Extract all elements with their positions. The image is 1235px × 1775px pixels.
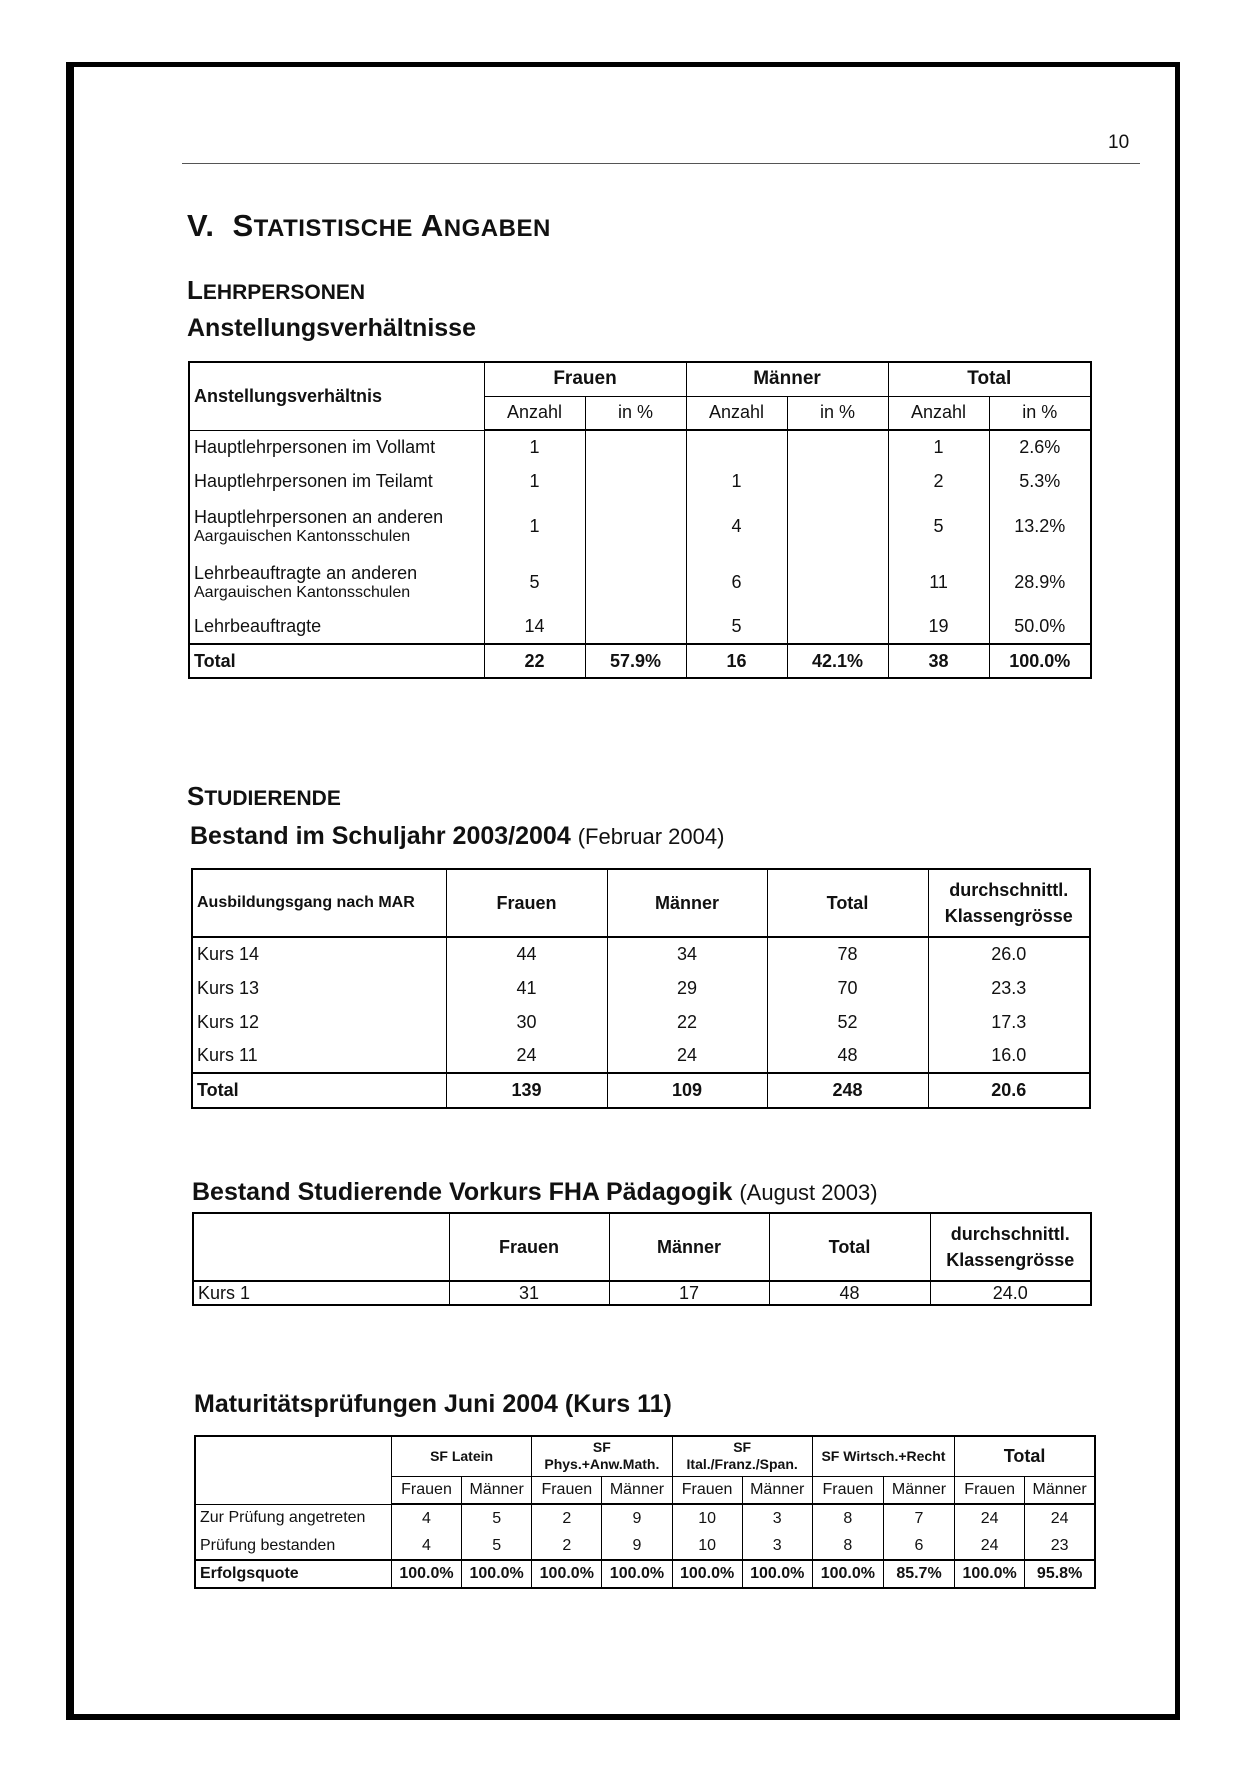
header-klassengroesse-line2: Klassengrösse <box>944 906 1073 926</box>
header-klassengroesse <box>930 1213 1091 1281</box>
table-row <box>189 430 1091 464</box>
cell: 23.3 <box>928 971 1090 1005</box>
scan-border-bottom <box>66 1714 1180 1720</box>
header-klassengroesse <box>928 869 1090 937</box>
row-label: Kurs 13 <box>192 971 446 1005</box>
header-maenner: Männer <box>607 869 767 937</box>
header-ausbildungsgang: Ausbildungsgang nach MAR <box>192 869 446 937</box>
cell: 24 <box>607 1039 767 1073</box>
row-label: Lehrbeauftragte <box>189 610 484 644</box>
cell: 24 <box>955 1532 1025 1560</box>
cell: 5 <box>484 554 585 610</box>
cell: 24 <box>1025 1504 1095 1532</box>
cell <box>787 498 888 554</box>
subheader: Frauen <box>812 1476 883 1504</box>
cell: 4 <box>686 498 787 554</box>
heading-lehrpersonen-rest: EHRPERSONEN <box>202 281 366 304</box>
heading-vorkurs-title: Bestand Studierende Vorkurs FHA Pädagogik <box>192 1178 733 1206</box>
cell: 6 <box>883 1532 954 1560</box>
subheader: Männer <box>742 1476 812 1504</box>
cell: 48 <box>767 1039 928 1073</box>
cell: 3 <box>742 1504 812 1532</box>
total-label: Erfolgsquote <box>195 1560 391 1588</box>
cell: 78 <box>767 937 928 971</box>
header-group-latein <box>391 1436 531 1476</box>
cell: 100.0% <box>812 1560 883 1588</box>
cell: 38 <box>888 644 989 678</box>
cell: 100.0% <box>532 1560 602 1588</box>
header-total: Total <box>767 869 928 937</box>
section-title-rest1: TATISTISCHE <box>253 215 413 242</box>
cell: 95.8% <box>1025 1560 1095 1588</box>
heading-studierende-s: S <box>187 781 205 811</box>
cell: 8 <box>812 1532 883 1560</box>
cell <box>585 498 686 554</box>
cell: 42.1% <box>787 644 888 678</box>
subheader: Frauen <box>391 1476 461 1504</box>
subheader: in % <box>989 396 1091 430</box>
cell: 16 <box>686 644 787 678</box>
cell: 17 <box>609 1281 769 1305</box>
cell: 29 <box>607 971 767 1005</box>
cell: 2 <box>888 464 989 498</box>
cell: 28.9% <box>989 554 1091 610</box>
table-row <box>189 464 1091 498</box>
cell: 30 <box>446 1005 607 1039</box>
cell: 13.2% <box>989 498 1091 554</box>
scan-border-top <box>66 62 1180 67</box>
heading-lehrpersonen <box>187 275 365 306</box>
group-label: Total <box>1003 1445 1046 1466</box>
cell: 26.0 <box>928 937 1090 971</box>
table-row <box>192 971 1090 1005</box>
row-label-line1: Lehrbeauftragte an anderen <box>194 562 418 583</box>
total-label: Total <box>192 1073 446 1108</box>
cell <box>686 430 787 464</box>
subheader: Anzahl <box>888 396 989 430</box>
row-label-line1: Hauptlehrpersonen an anderen <box>194 506 444 527</box>
cell: 8 <box>812 1504 883 1532</box>
cell <box>585 610 686 644</box>
heading-vorkurs <box>192 1178 878 1207</box>
table-row <box>192 937 1090 971</box>
subheader: Männer <box>602 1476 672 1504</box>
cell: 100.0% <box>391 1560 461 1588</box>
subheader: Frauen <box>955 1476 1025 1504</box>
header-frauen: Frauen <box>446 869 607 937</box>
cell: 100.0% <box>955 1560 1025 1588</box>
heading-studierende <box>187 781 341 812</box>
table-matura <box>194 1435 1096 1589</box>
cell: 24 <box>955 1504 1025 1532</box>
total-label: Total <box>189 644 484 678</box>
header-empty <box>193 1213 449 1281</box>
cell: 5 <box>462 1532 532 1560</box>
cell: 4 <box>391 1532 461 1560</box>
header-group-ital <box>672 1436 812 1476</box>
header-group-total <box>955 1436 1095 1476</box>
cell: 6 <box>686 554 787 610</box>
table-total-row <box>189 644 1091 678</box>
cell: 1 <box>888 430 989 464</box>
row-label-line2: Aargauischen Kantonsschulen <box>194 583 411 601</box>
heading-bestand-title: Bestand im Schuljahr 2003/2004 <box>190 822 571 850</box>
cell: 16.0 <box>928 1039 1090 1073</box>
row-label-line2: Aargauischen Kantonsschulen <box>194 527 411 545</box>
group-label: SF Wirtsch.+Recht <box>821 1447 946 1464</box>
cell: 41 <box>446 971 607 1005</box>
header-total: Total <box>888 362 1091 396</box>
cell <box>787 554 888 610</box>
cell: 100.0% <box>989 644 1091 678</box>
header-klassengroesse-line2: Klassengrösse <box>946 1250 1075 1270</box>
heading-studierende-rest: TUDIERENDE <box>204 787 341 810</box>
cell: 9 <box>602 1532 672 1560</box>
section-title <box>187 208 551 244</box>
table-row <box>189 498 1091 554</box>
cell: 31 <box>449 1281 609 1305</box>
row-label <box>189 554 484 610</box>
cell: 2.6% <box>989 430 1091 464</box>
cell: 70 <box>767 971 928 1005</box>
row-label <box>189 498 484 554</box>
section-title-s: S <box>232 208 254 243</box>
group-label: SF <box>592 1439 611 1456</box>
cell: 1 <box>484 464 585 498</box>
cell: 20.6 <box>928 1073 1090 1108</box>
subheader: Anzahl <box>686 396 787 430</box>
cell: 5 <box>686 610 787 644</box>
cell: 22 <box>607 1005 767 1039</box>
cell: 1 <box>484 430 585 464</box>
cell: 2 <box>532 1532 602 1560</box>
table-row <box>189 610 1091 644</box>
header-total: Total <box>769 1213 930 1281</box>
cell: 85.7% <box>883 1560 954 1588</box>
cell: 23 <box>1025 1532 1095 1560</box>
table-row <box>189 554 1091 610</box>
row-label: Kurs 14 <box>192 937 446 971</box>
header-empty <box>195 1436 391 1504</box>
cell: 14 <box>484 610 585 644</box>
header-group-phys <box>532 1436 672 1476</box>
header-maenner: Männer <box>686 362 888 396</box>
subheader: Männer <box>462 1476 532 1504</box>
subheader: in % <box>585 396 686 430</box>
cell: 100.0% <box>602 1560 672 1588</box>
cell: 9 <box>602 1504 672 1532</box>
group-label-line2: Phys.+Anw.Math. <box>544 1456 660 1473</box>
heading-bestand <box>190 822 724 851</box>
section-title-rest2: NGABEN <box>443 215 551 242</box>
cell: 24.0 <box>930 1281 1091 1305</box>
cell: 19 <box>888 610 989 644</box>
cell: 100.0% <box>672 1560 742 1588</box>
section-title-a: A <box>420 208 444 243</box>
cell: 5 <box>888 498 989 554</box>
table-vorkurs <box>192 1212 1092 1306</box>
heading-bestand-note: (Februar 2004) <box>577 824 725 849</box>
table-total-row <box>195 1560 1095 1588</box>
table-total-row <box>192 1073 1090 1108</box>
row-label: Kurs 12 <box>192 1005 446 1039</box>
scan-border-left <box>66 62 74 1720</box>
header-rule <box>182 163 1140 164</box>
heading-vorkurs-note: (August 2003) <box>739 1180 878 1205</box>
header-frauen: Frauen <box>484 362 686 396</box>
group-label-line2: Ital./Franz./Span. <box>686 1456 798 1473</box>
subheader: Frauen <box>672 1476 742 1504</box>
cell: 10 <box>672 1532 742 1560</box>
table-row <box>195 1532 1095 1560</box>
scan-border-right <box>1175 62 1180 1720</box>
header-frauen: Frauen <box>449 1213 609 1281</box>
header-klassengroesse-line1: durchschnittl. <box>949 880 1069 900</box>
cell: 57.9% <box>585 644 686 678</box>
header-group-wirtsch <box>812 1436 954 1476</box>
cell <box>585 430 686 464</box>
cell: 24 <box>446 1039 607 1073</box>
table-row <box>195 1504 1095 1532</box>
table-row <box>192 1005 1090 1039</box>
table-bestand <box>191 868 1091 1109</box>
cell: 10 <box>672 1504 742 1532</box>
cell: 11 <box>888 554 989 610</box>
cell: 5 <box>462 1504 532 1532</box>
row-label: Hauptlehrpersonen im Vollamt <box>189 430 484 464</box>
table-row <box>192 1039 1090 1073</box>
row-label: Prüfung bestanden <box>195 1532 391 1560</box>
cell: 17.3 <box>928 1005 1090 1039</box>
subheader: in % <box>787 396 888 430</box>
cell: 52 <box>767 1005 928 1039</box>
cell: 100.0% <box>742 1560 812 1588</box>
cell <box>585 464 686 498</box>
cell: 1 <box>484 498 585 554</box>
cell: 7 <box>883 1504 954 1532</box>
cell: 100.0% <box>462 1560 532 1588</box>
cell <box>787 464 888 498</box>
table-row <box>193 1281 1091 1305</box>
subheader: Männer <box>883 1476 954 1504</box>
cell <box>787 430 888 464</box>
row-label: Zur Prüfung angetreten <box>195 1504 391 1532</box>
cell: 139 <box>446 1073 607 1108</box>
section-roman: V. <box>187 208 215 243</box>
cell: 34 <box>607 937 767 971</box>
cell: 48 <box>769 1281 930 1305</box>
cell: 5.3% <box>989 464 1091 498</box>
cell: 1 <box>686 464 787 498</box>
row-label: Kurs 11 <box>192 1039 446 1073</box>
header-klassengroesse-line1: durchschnittl. <box>950 1224 1070 1244</box>
row-label: Hauptlehrpersonen im Teilamt <box>189 464 484 498</box>
group-label: SF <box>733 1439 752 1456</box>
cell: 2 <box>532 1504 602 1532</box>
header-maenner: Männer <box>609 1213 769 1281</box>
subheader: Anzahl <box>484 396 585 430</box>
heading-lehrpersonen-l: L <box>187 275 203 305</box>
cell: 248 <box>767 1073 928 1108</box>
cell: 22 <box>484 644 585 678</box>
header-anstellung: Anstellungsverhältnis <box>189 362 484 430</box>
row-label: Kurs 1 <box>193 1281 449 1305</box>
table-anstellung <box>188 361 1092 679</box>
page-number: 10 <box>1108 132 1130 153</box>
cell <box>585 554 686 610</box>
cell: 4 <box>391 1504 461 1532</box>
cell <box>787 610 888 644</box>
heading-anstellung: Anstellungsverhältnisse <box>187 314 476 342</box>
subheader: Männer <box>1025 1476 1095 1504</box>
cell: 50.0% <box>989 610 1091 644</box>
group-label: SF Latein <box>430 1447 494 1464</box>
cell: 44 <box>446 937 607 971</box>
cell: 109 <box>607 1073 767 1108</box>
heading-matura: Maturitätsprüfungen Juni 2004 (Kurs 11) <box>194 1390 672 1418</box>
cell: 3 <box>742 1532 812 1560</box>
subheader: Frauen <box>532 1476 602 1504</box>
